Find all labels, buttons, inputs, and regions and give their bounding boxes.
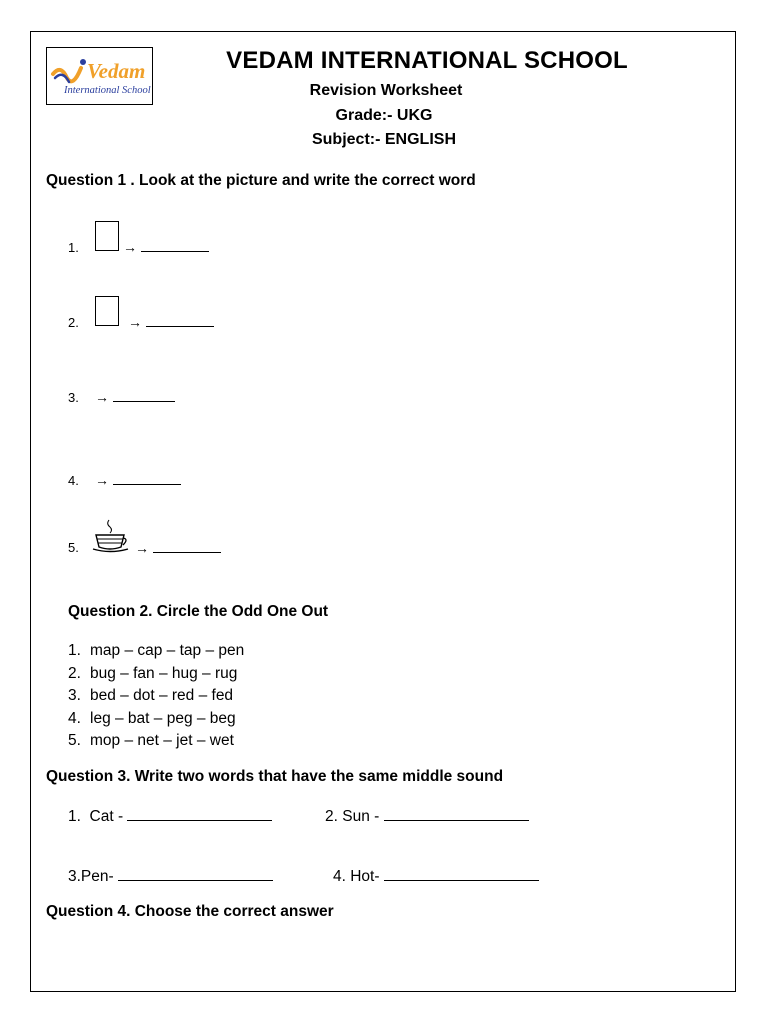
question-2-title: Question 2. Circle the Odd One Out — [68, 603, 329, 620]
q1-answer-5[interactable] — [135, 540, 221, 556]
q1-answer-1[interactable] — [123, 239, 209, 255]
list-item[interactable]: 1. map – cap – tap – pen — [68, 642, 245, 659]
subject-label: Subject:- ENGLISH — [311, 131, 456, 148]
arrow-icon: → — [95, 472, 109, 488]
empty-box-icon — [95, 296, 119, 326]
answer-blank[interactable] — [146, 314, 214, 327]
question-3-title: Question 3. Write two words that have the same middle sound — [46, 768, 504, 785]
middle-sound-item-1[interactable]: 1. Cat - — [68, 806, 272, 826]
list-item[interactable]: 2. bug – fan – hug – rug — [68, 664, 238, 682]
answer-blank[interactable] — [127, 806, 272, 821]
question-4-title: Question 4. Choose the correct answer — [46, 903, 334, 920]
middle-sound-item-3[interactable]: 3.Pen- — [68, 866, 273, 886]
q1-item-4 — [68, 473, 79, 488]
answer-blank[interactable] — [141, 239, 209, 252]
svg-text:International School: International School — [64, 85, 151, 96]
answer-blank[interactable] — [384, 806, 529, 821]
worksheet-title: Revision Worksheet — [309, 82, 463, 99]
q1-item-5 — [68, 540, 79, 555]
q1-item-1 — [68, 240, 79, 255]
q1-answer-2[interactable] — [128, 314, 214, 330]
q1-answer-4[interactable] — [95, 472, 181, 488]
list-item[interactable]: 5. mop – net – jet – wet — [68, 732, 234, 750]
answer-blank[interactable] — [384, 866, 539, 881]
answer-blank[interactable] — [118, 866, 273, 881]
item-number: 4. — [68, 473, 79, 488]
list-item[interactable]: 3. bed – dot – red – fed — [68, 687, 234, 705]
item-number: 5. — [68, 540, 79, 555]
item-number: 2. — [68, 315, 79, 330]
school-name: VEDAM INTERNATIONAL SCHOOL — [226, 47, 628, 74]
empty-box-icon — [95, 221, 119, 251]
middle-sound-item-2[interactable]: 2. Sun - — [325, 806, 529, 826]
arrow-icon: → — [95, 389, 109, 405]
arrow-icon: → — [128, 314, 142, 330]
arrow-icon: → — [135, 540, 149, 556]
item-number: 3. — [68, 390, 79, 405]
answer-blank[interactable] — [113, 472, 181, 485]
arrow-icon: → — [123, 239, 137, 255]
answer-blank[interactable] — [113, 389, 175, 402]
answer-blank[interactable] — [153, 540, 221, 553]
q1-answer-3[interactable] — [95, 389, 175, 405]
middle-sound-item-4[interactable]: 4. Hot- — [333, 866, 539, 886]
q1-item-2 — [68, 315, 79, 330]
q1-item-3 — [68, 390, 79, 405]
question-1-title: Question 1 . Look at the picture and write the correct word — [46, 172, 476, 189]
odd-one-out-list — [68, 640, 244, 753]
cup-icon — [92, 516, 130, 554]
grade-label: Grade:- UKG — [335, 107, 433, 124]
list-item[interactable]: 4. leg – bat – peg – beg — [68, 709, 236, 727]
item-number: 1. — [68, 240, 79, 255]
svg-text:Vedam: Vedam — [87, 59, 146, 83]
